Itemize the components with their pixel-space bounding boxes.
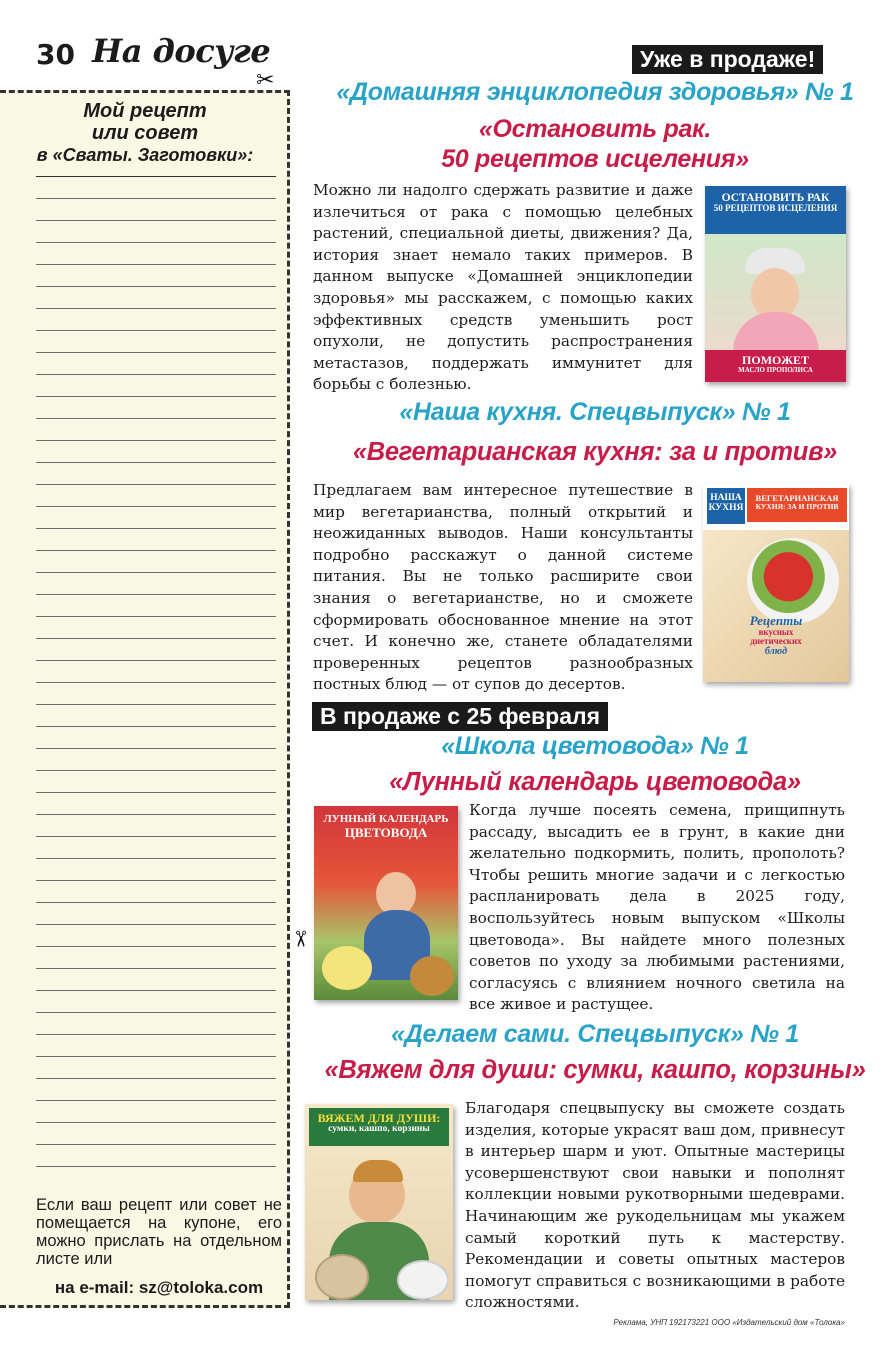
publication-title: «Наша кухня. Спецвыпуск» № 1 <box>399 398 791 426</box>
section-title: На досуге <box>92 32 271 70</box>
cover-label: диетических <box>750 636 802 647</box>
cover-title: ЛУННЫЙ КАЛЕНДАРЬ <box>323 813 449 825</box>
cover-label: МАСЛО ПРОПОЛИСА <box>738 365 813 374</box>
article-subtitle: «Лунный календарь цветовода» <box>389 768 801 796</box>
article-subtitle: «Вегетарианская кухня: за и против» <box>352 438 838 466</box>
on-sale-date-badge: В продаже с 25 февраля <box>312 702 608 731</box>
magazine-cover <box>314 806 458 1000</box>
cover-title: ЦВЕТОВОДА <box>344 824 428 840</box>
cover-title: ВЯЖЕМ ДЛЯ ДУШИ: <box>317 1111 441 1125</box>
cover-label: Рецепты <box>749 613 803 628</box>
cover-title: КУХНЯ: ЗА И ПРОТИВ <box>755 501 839 511</box>
coupon-note: Если ваш рецепт или совет не помещается на купоне, его можно прислать на отдельном листе или <box>36 1196 282 1268</box>
cover-brand: НАША <box>710 493 742 503</box>
cover-title: 50 РЕЦЕПТОВ ИСЦЕЛЕНИЯ <box>713 203 838 214</box>
publication-title: «Домашняя энциклопедия здоровья» № 1 <box>336 78 854 106</box>
cover-brand: КУХНЯ <box>708 502 744 513</box>
article-text: Когда лучше посеять семена, прищипнуть рассаду, высадить ее в грунт, в какие дни желательно подкормить, полить, прополоть? Чтобы решить многие задачи и с легкостью распланировать дела в 2025 году, воспользуйтесь новым выпуском «Школы цветовода». Вы найдете много полезных советов по уходу за любимыми растениями, согласуясь с влиянием ночного светила на все живое и растущее. <box>469 801 845 1014</box>
scissors-icon: ✂ <box>287 929 313 949</box>
publication-title: «Делаем сами. Спецвыпуск» № 1 <box>391 1020 799 1048</box>
scissors-icon: ✂ <box>256 68 275 93</box>
magazine-cover <box>705 186 846 382</box>
cover-title: ВЕГЕТАРИАНСКАЯ <box>755 493 839 503</box>
page-number: 30 <box>36 38 75 71</box>
coupon-email: на e-mail: sz@toloka.com <box>54 1278 264 1297</box>
coupon-title-line: Мой рецепт <box>83 100 207 122</box>
subtitle-line: «Остановить рак. <box>478 115 712 143</box>
subtitle-line: 50 рецептов исцеления» <box>441 145 749 173</box>
cover-label: вкусных <box>758 626 794 637</box>
cover-title: ОСТАНОВИТЬ РАК <box>721 192 830 204</box>
article-text: Можно ли надолго сдержать развитие и даже излечиться от рака с помощью целебных растений, специальной диеты, движения? Да, история знает немало таких примеров. В данном выпуске «Домашней энциклопедии здоровья» мы расскажем, с помощью каких эффективных средств уменьшить рост опухоли, не допустить распространения метастазов, поддержать иммунитет для борьбы с болезнью. <box>313 181 693 394</box>
footer-note: Реклама, УНП 192173221 ООО «Издательский дом «Толока» <box>613 1318 845 1327</box>
coupon-title-line: в «Сваты. Заготовки»: <box>36 145 254 165</box>
article-text: Благодаря спецвыпуску вы сможете создать изделия, которые украсят ваш дом, привнесут в интерьер шарм и уют. Опытные мастерицы усовершенствуют свои навыки и пополнят коллекции новыми рукотворными шедеврами. Начинающим же рукодельницам мы укажем самый короткий путь к мастерству. Рекомендации и советы опытных мастеров помогут справиться с возникающими в работе сложностями. <box>465 1099 845 1312</box>
coupon-title <box>0 100 290 166</box>
publication-title: «Школа цветовода» № 1 <box>441 732 749 760</box>
cover-title: сумки, кашпо, корзины <box>328 1123 430 1134</box>
on-sale-badge: Уже в продаже! <box>632 45 823 74</box>
magazine-cover <box>305 1104 453 1300</box>
magazine-cover <box>703 484 849 682</box>
article-text: Предлагаем вам интересное путешествие в мир вегетарианства, полный открытий и неожиданных выводов. Наши консультанты подробно расскажут о данной системе питания. Вы не только расширите свои знания о вегетарианстве, но и сможете сформировать обоснованное мнение на этот счет. И конечно же, станете обладателями проверенных рецептов разнообразных постных блюд — от супов до десертов. <box>313 481 693 694</box>
coupon-writing-lines[interactable] <box>36 176 276 1179</box>
article-subtitle <box>300 114 890 174</box>
cover-label: ПОМОЖЕТ <box>742 353 809 367</box>
coupon-title-line: или совет <box>91 122 199 144</box>
cover-label: блюд <box>764 645 788 657</box>
article-subtitle: «Вяжем для души: сумки, кашпо, корзины» <box>324 1056 866 1084</box>
